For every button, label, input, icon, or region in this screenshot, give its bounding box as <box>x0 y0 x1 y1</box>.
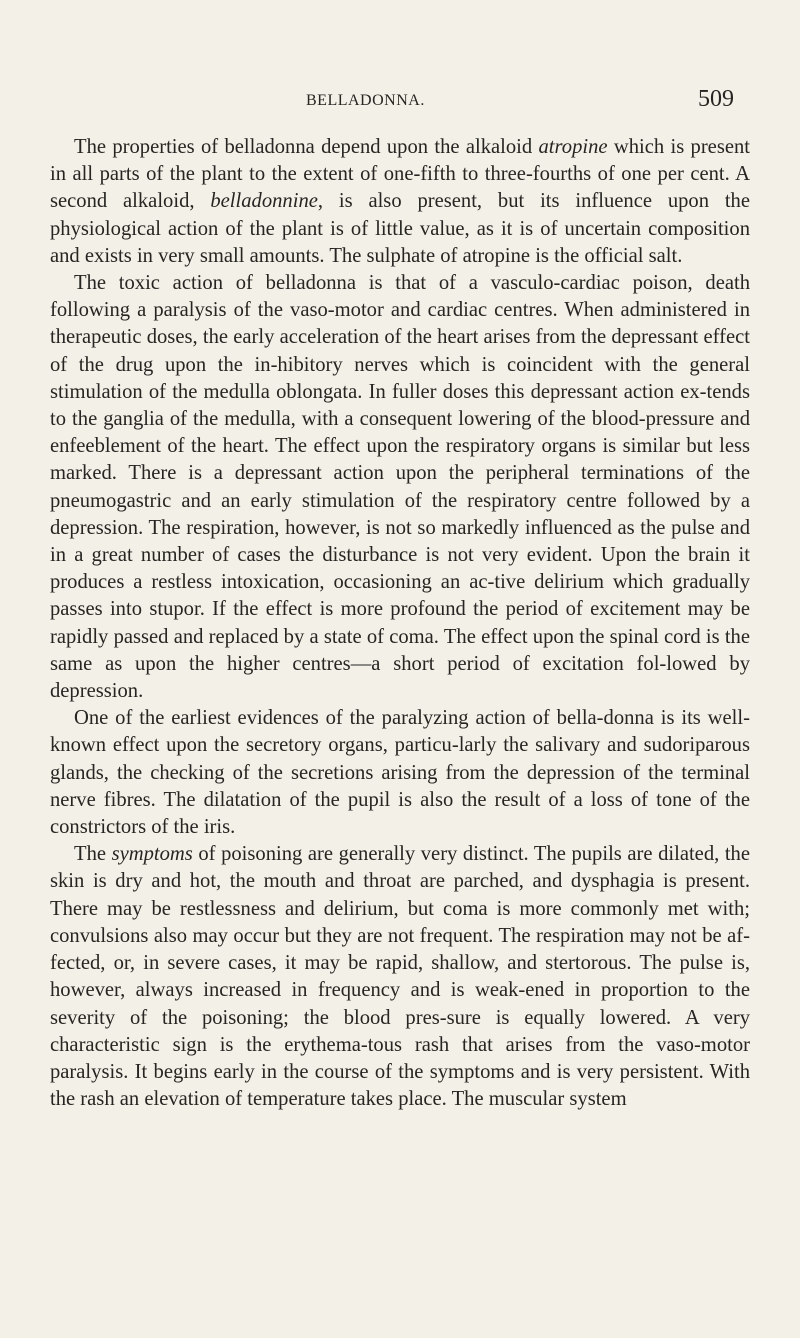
paragraph <box>50 705 750 841</box>
page-number: 509 <box>698 86 734 112</box>
paragraph <box>50 841 750 1113</box>
italic-term: symptoms <box>111 843 193 866</box>
body-text <box>50 134 750 1113</box>
italic-term: belladonnine <box>210 190 318 213</box>
paragraph <box>50 270 750 705</box>
running-title: BELLADONNA. <box>306 92 425 109</box>
text-run: The properties of belladonna depend upon the alkaloid <box>74 136 539 158</box>
text-run: of poisoning are generally very distinct. The pupils are dilated, the skin is dry and hot, the mouth and throat are parched, and dysphagia is present. There may be restlessness and delirium, but coma is more commonly met with; convulsions also may occur but they are not frequent. The respiration may not be af-fected, or, in severe cases, it may be rapid, shallow, and stertorous. The pulse is, however, always increased in frequency and is weak-ened in proportion to the severity of the poisoning; the blood pres-sure is equally lowered. A very characteristic sign is the erythema-tous rash that arises from the vaso-motor paralysis. It begins early in the course of the symptoms and is very persistent. With the rash an elevation of temperature takes place. The muscular system <box>50 843 750 1111</box>
text-run: , is also present, but its influence upon the physiological action of the plant is of little value, as it is of uncertain composition and exists in very small amounts. The sulphate of atropine is the official salt. <box>50 190 750 267</box>
text-run: One of the earliest evidences of the paralyzing action of bella-donna is its well-known effect upon the secretory organs, particu-larly the salivary and sudoriparous glands, the checking of the secretions arising from the depression of the terminal nerve fibres. The dilatation of the pupil is also the result of a loss of tone of the constrictors of the iris. <box>50 707 750 839</box>
text-run: which is present in all parts of the plant to the extent of one-fifth to three-fourths of one per cent. A second alkaloid, <box>50 136 750 213</box>
running-head <box>0 86 800 114</box>
paragraph <box>50 134 750 270</box>
italic-term: atropine <box>538 136 608 158</box>
text-run: The toxic action of belladonna is that of a vasculo-cardiac poison, death following a paralysis of the vaso-motor and cardiac centres. When administered in therapeutic doses, the early acceleration of the heart arises from the depressant effect of the drug upon the in-hibitory nerves which is coincident with the general stimulation of the medulla oblongata. In fuller doses this depressant action ex-tends to the ganglia of the medulla, with a consequent lowering of the blood-pressure and enfeeblement of the heart. The effect upon the respiratory organs is similar but less marked. There is a depressant action upon the peripheral terminations of the pneumogastric and an early stimulation of the respiratory centre followed by a depression. The respiration, however, is not so markedly influenced as the pulse and in a great number of cases the disturbance is not very evident. Upon the brain it produces a restless intoxication, occasioning an ac-tive delirium which gradually passes into stupor. If the effect is more profound the period of excitement may be rapidly passed and replaced by a state of coma. The effect upon the spinal cord is the same as upon the higher centres—a short period of excitation fol-lowed by depression. <box>50 272 750 703</box>
text-run: The <box>74 843 112 866</box>
